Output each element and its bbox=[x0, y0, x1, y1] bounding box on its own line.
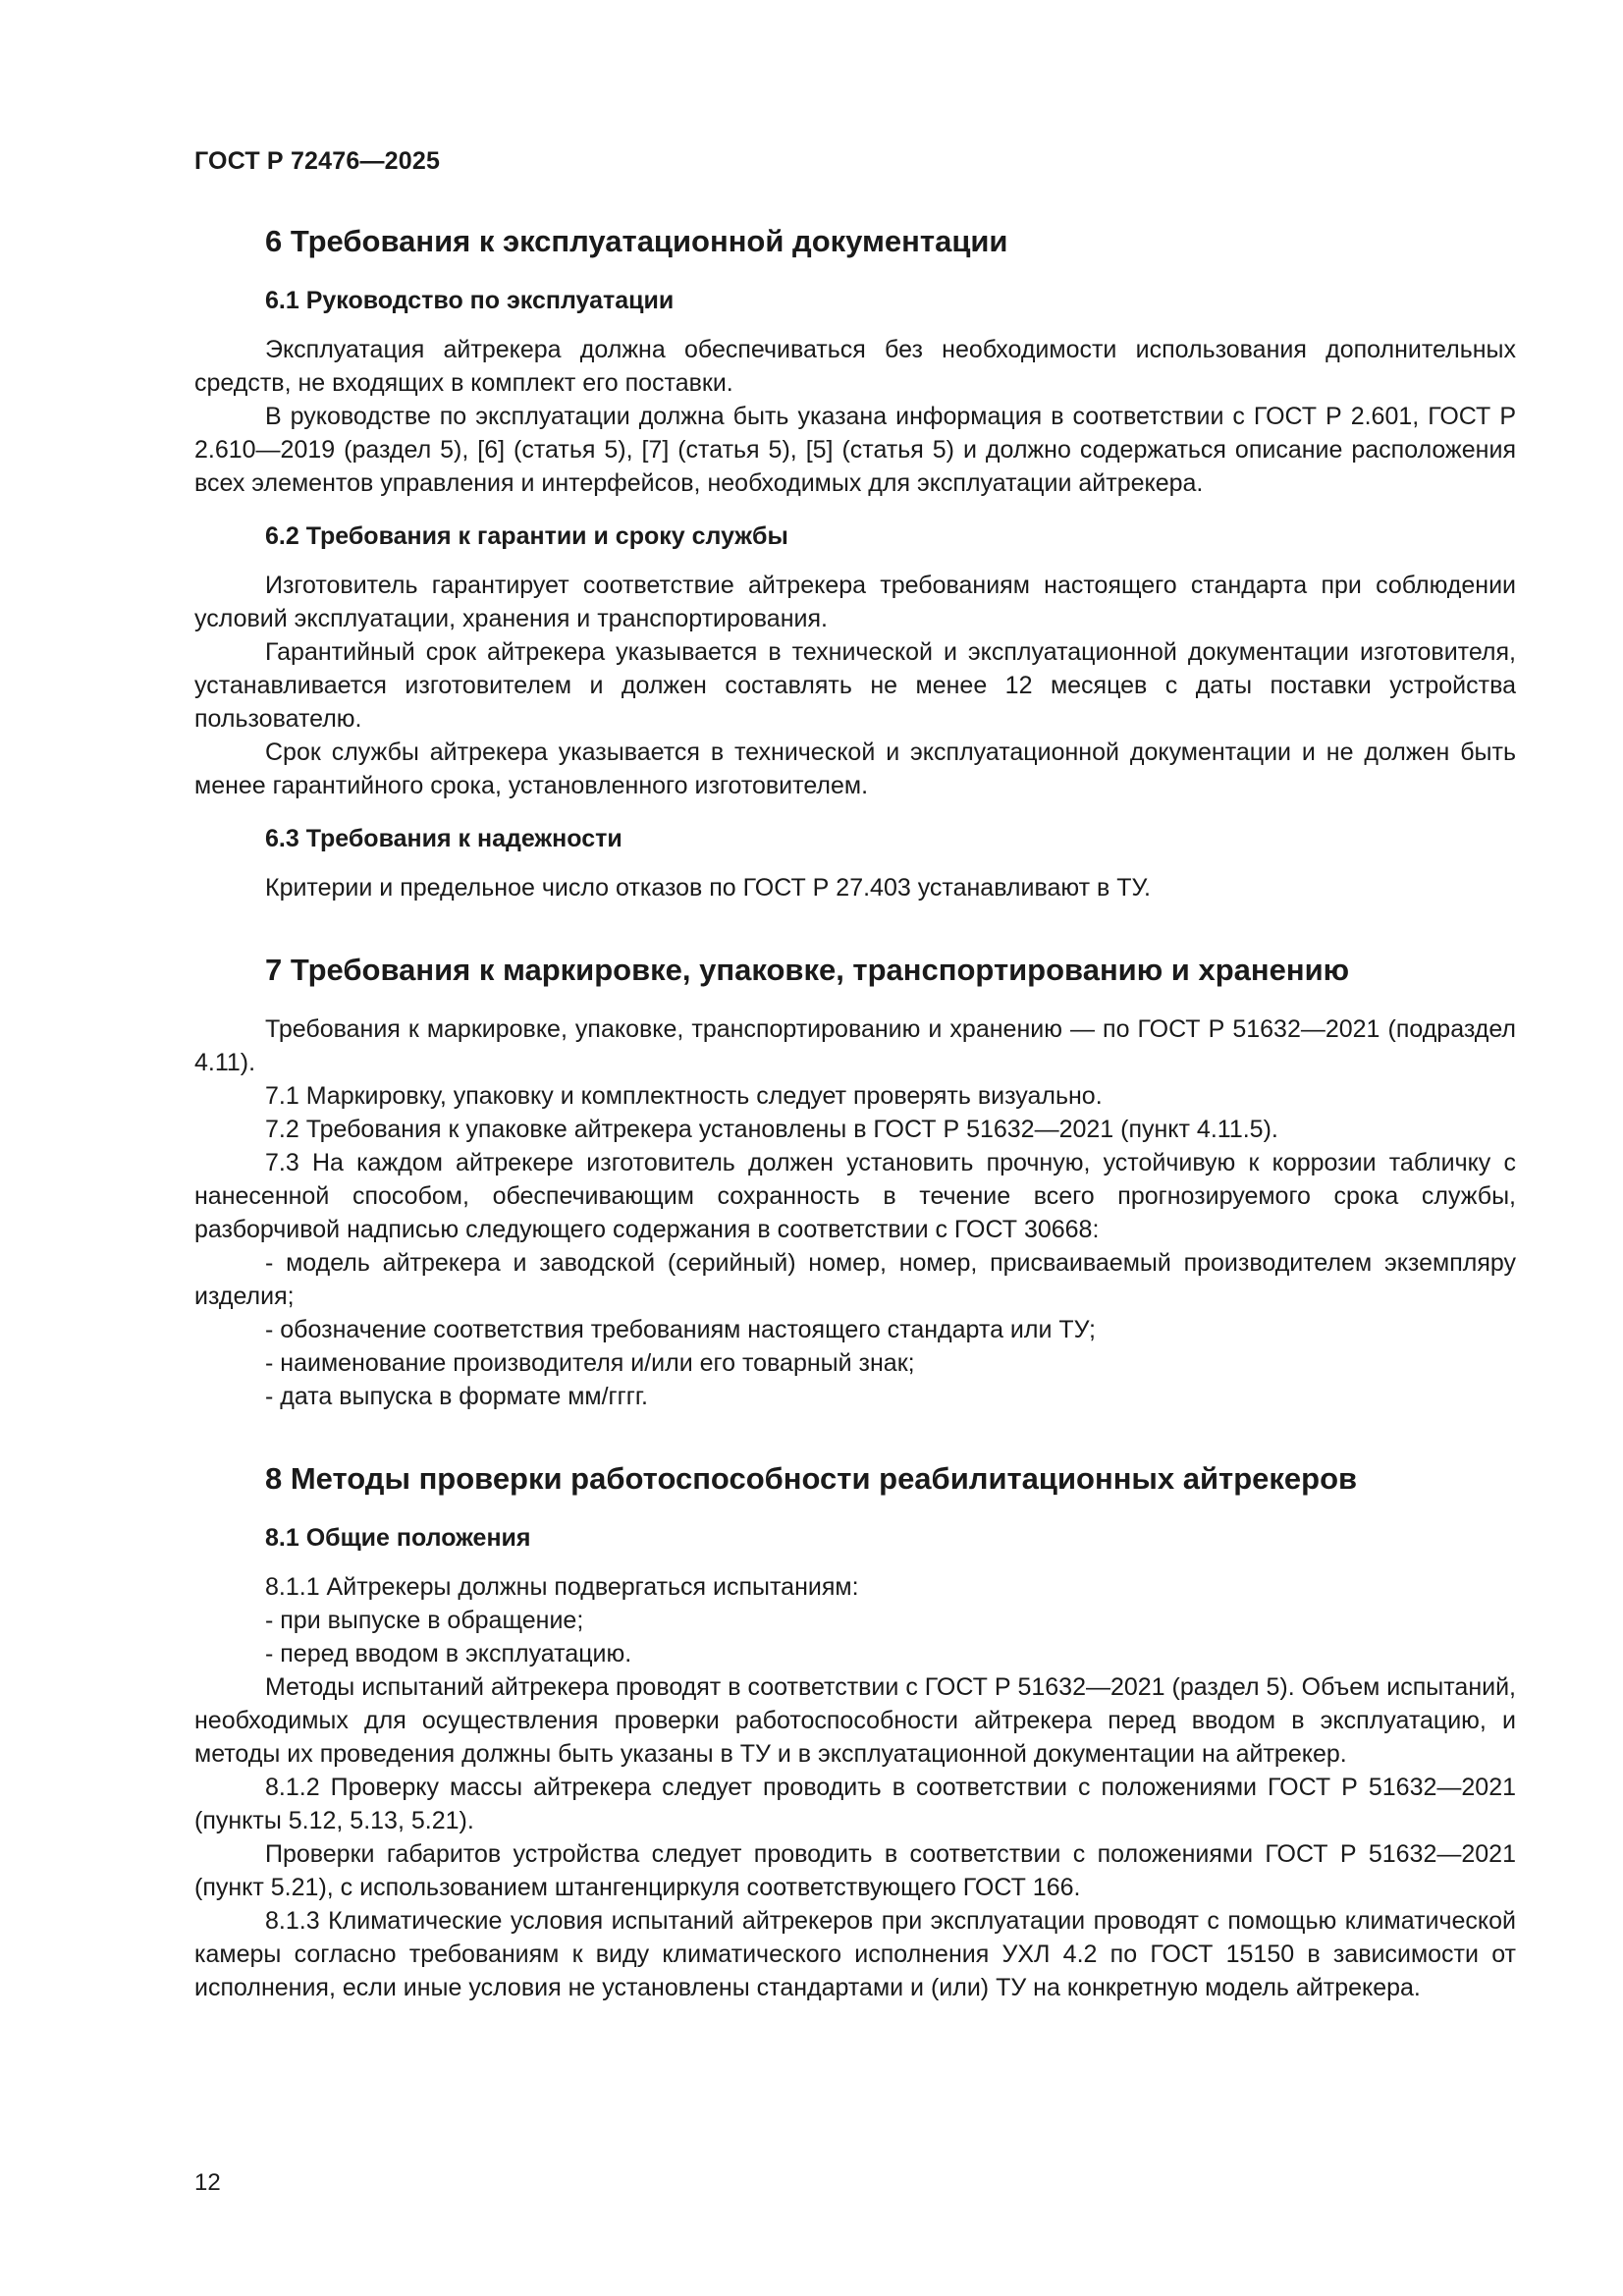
subsection-6-3-title: 6.3 Требования к надежности bbox=[265, 825, 622, 852]
paragraph: 7.3 На каждом айтрекере изготовитель должен установить прочную, устойчивую к коррозии табличку с нанесенной способом, обеспечивающим сохранность в течение всего прогнозируемого срока службы, разборчивой надписью следующего содержания в соответствии с ГОСТ 30668: bbox=[194, 1149, 1516, 1243]
paragraph: 8.1.2 Проверку массы айтрекера следует проводить в соответствии с положениями ГОСТ Р 51632—2021 (пункты 5.12, 5.13, 5.21). bbox=[194, 1774, 1516, 1834]
list-item: - обозначение соответствия требованиям настоящего стандарта или ТУ; bbox=[265, 1316, 1096, 1343]
paragraph: 7.1 Маркировку, упаковку и комплектность следует проверять визуально. bbox=[265, 1082, 1103, 1110]
section-7-title: 7 Требования к маркировке, упаковке, транспортированию и хранению bbox=[265, 953, 1350, 987]
subsection-6-2-title: 6.2 Требования к гарантии и сроку службы bbox=[265, 522, 788, 550]
list-item: - наименование производителя и/или его товарный знак; bbox=[265, 1349, 915, 1377]
subsection-6-1-title: 6.1 Руководство по эксплуатации bbox=[265, 287, 675, 314]
paragraph: Проверки габаритов устройства следует проводить в соответствии с положениями ГОСТ Р 51632—2021 (пункт 5.21), с использованием штангенциркуля соответствующего ГОСТ 166. bbox=[194, 1840, 1516, 1901]
subsection-8-1-title: 8.1 Общие положения bbox=[265, 1524, 531, 1552]
paragraph: Срок службы айтрекера указывается в технической и эксплуатационной документации и не должен быть менее гарантийного срока, установленного изготовителем. bbox=[194, 738, 1516, 799]
paragraph: 8.1.3 Климатические условия испытаний айтрекеров при эксплуатации проводят с помощью климатической камеры согласно требованиям к виду климатического исполнения УХЛ 4.2 по ГОСТ 15150 в зависимости от исполнения, если иные условия не установлены стандартами и (или) ТУ на конкретную модель айтрекера. bbox=[194, 1907, 1516, 2001]
paragraph: Методы испытаний айтрекера проводят в соответствии с ГОСТ Р 51632—2021 (раздел 5). Объем испытаний, необходимых для осуществления проверки работоспособности айтрекера перед вводом в эксплуатацию, и методы их проведения должны быть указаны в ТУ и в эксплуатационной документации на айтрекер. bbox=[194, 1673, 1516, 1768]
section-8-title: 8 Методы проверки работоспособности реабилитационных айтрекеров bbox=[265, 1461, 1358, 1496]
list-item: - дата выпуска в формате мм/гггг. bbox=[265, 1383, 648, 1410]
paragraph: 8.1.1 Айтрекеры должны подвергаться испытаниям: bbox=[265, 1573, 859, 1601]
paragraph: Эксплуатация айтрекера должна обеспечиваться без необходимости использования дополнительных средств, не входящих в комплект его поставки. bbox=[194, 336, 1516, 397]
list-item: - при выпуске в обращение; bbox=[265, 1607, 584, 1634]
section-6-title: 6 Требования к эксплуатационной документации bbox=[265, 224, 1008, 258]
paragraph: Изготовитель гарантирует соответствие айтрекера требованиям настоящего стандарта при соблюдении условий эксплуатации, хранения и транспортирования. bbox=[194, 572, 1516, 632]
paragraph: 7.2 Требования к упаковке айтрекера установлены в ГОСТ Р 51632—2021 (пункт 4.11.5). bbox=[265, 1116, 1278, 1143]
paragraph: В руководстве по эксплуатации должна быть указана информация в соответствии с ГОСТ Р 2.601, ГОСТ Р 2.610—2019 (раздел 5), [6] (статья 5), [7] (статья 5), [5] (статья 5) и должно содержаться описание расположения всех элементов управления и интерфейсов, необходимых для эксплуатации айтрекера. bbox=[194, 403, 1516, 497]
paragraph: Гарантийный срок айтрекера указывается в технической и эксплуатационной документации изготовителя, устанавливается изготовителем и должен составлять не менее 12 месяцев с даты поставки устройства пользователю. bbox=[194, 638, 1516, 733]
paragraph: Критерии и предельное число отказов по ГОСТ Р 27.403 устанавливают в ТУ. bbox=[265, 874, 1151, 902]
list-item: - модель айтрекера и заводской (серийный) номер, номер, присваиваемый производителем экземпляру изделия; bbox=[194, 1249, 1516, 1310]
page-number: 12 bbox=[194, 2169, 221, 2196]
document-header: ГОСТ Р 72476—2025 bbox=[194, 147, 441, 175]
document-body bbox=[194, 221, 1516, 2004]
list-item: - перед вводом в эксплуатацию. bbox=[265, 1640, 632, 1667]
paragraph: Требования к маркировке, упаковке, транспортированию и хранению — по ГОСТ Р 51632—2021 (подраздел 4.11). bbox=[194, 1015, 1516, 1076]
